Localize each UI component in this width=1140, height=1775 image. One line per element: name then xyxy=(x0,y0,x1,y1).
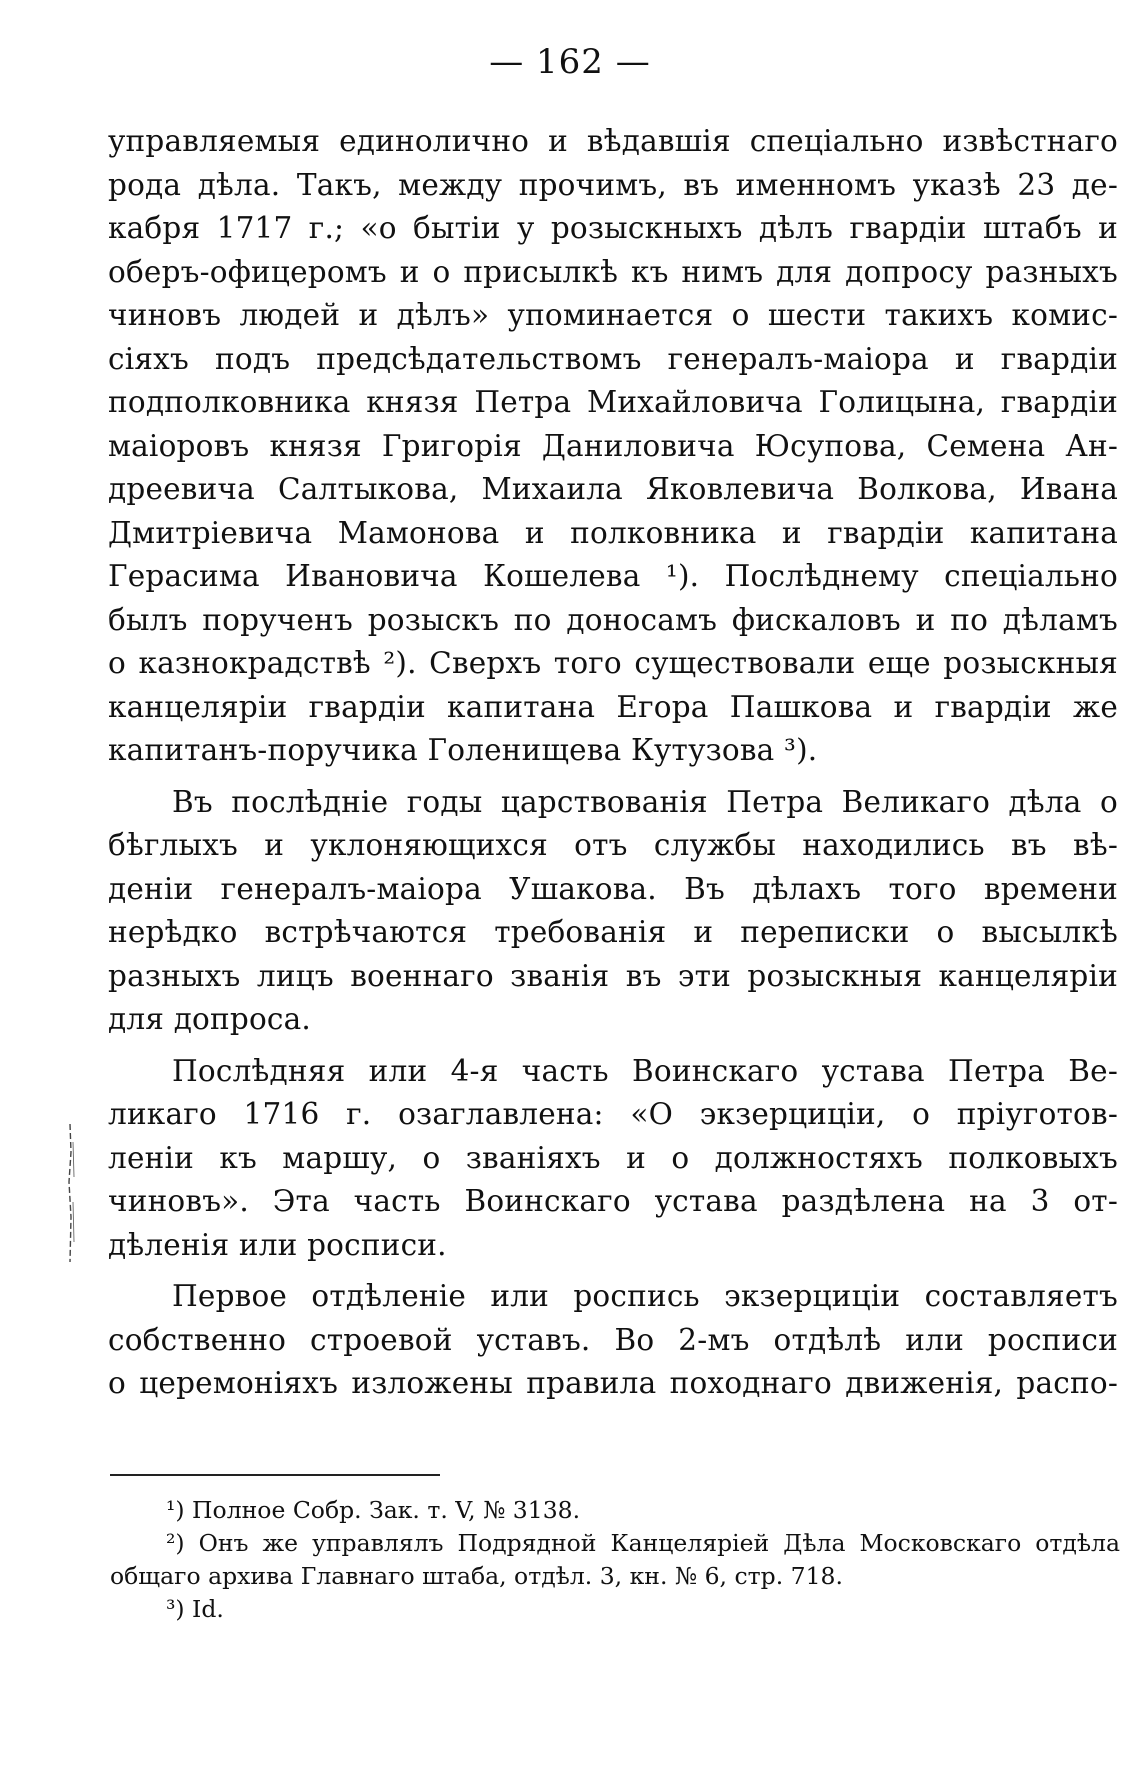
text-line: чиновъ». Эта часть Воинскаго устава раздѣлена на 3 от- xyxy=(108,1184,1118,1218)
body-text xyxy=(108,120,1118,1406)
text-line: капитанъ-поручика Голенищева Кутузова ³). xyxy=(108,733,818,767)
footnotes xyxy=(110,1494,1120,1626)
text-line: бѣглыхъ и уклоняющихся отъ службы находились въ вѣ- xyxy=(108,828,1118,862)
text-line: кабря 1717 г.; «о бытіи у розыскныхъ дѣлъ гвардіи штабъ и xyxy=(108,211,1118,245)
text-line: о казнокрадствѣ ²). Сверхъ того существовали еще розыскныя xyxy=(108,646,1118,680)
footnote-1: ¹) Полное Собр. Зак. т. V, № 3138. xyxy=(166,1496,581,1524)
text-line: Дмитріевича Мамонова и полковника и гвардіи капитана xyxy=(108,515,1118,550)
paragraph-1 xyxy=(108,120,1118,773)
text-line: оберъ-офицеромъ и о присылкѣ къ нимъ для допросу разныхъ xyxy=(108,254,1118,289)
page-number: — 162 — xyxy=(489,42,651,82)
footnote-3: ³) Id. xyxy=(166,1595,224,1623)
text-line: маіоровъ князя Григорія Даниловича Юсупова, Семена Ан- xyxy=(108,428,1118,463)
text-line: дѣленія или росписи. xyxy=(108,1227,447,1262)
text-line: управляемыя единолично и вѣдавшія спеціально извѣстнаго xyxy=(108,124,1118,158)
text-line: Первое отдѣленіе или роспись экзерциціи составляетъ xyxy=(172,1279,1118,1313)
text-line: о церемоніяхъ изложены правила походнаго движенія, распо- xyxy=(108,1366,1118,1400)
text-line: дреевича Салтыкова, Михаила Яковлевича Волкова, Ивана xyxy=(108,472,1118,506)
text-line: для допроса. xyxy=(108,1002,312,1036)
text-line: подполковника князя Петра Михайловича Голицына, гвардіи xyxy=(108,385,1118,419)
paragraph-2 xyxy=(108,781,1118,1042)
paragraph-4 xyxy=(108,1275,1118,1406)
text-line: былъ порученъ розыскъ по доносамъ фискаловъ и по дѣламъ xyxy=(108,602,1118,637)
text-line: канцеляріи гвардіи капитана Егора Пашкова и гвардіи же xyxy=(108,689,1118,724)
text-line: собственно строевой уставъ. Во 2-мъ отдѣлѣ или росписи xyxy=(108,1322,1118,1357)
text-line: деніи генералъ-маіора Ушакова. Въ дѣлахъ того времени xyxy=(108,871,1118,906)
margin-pencil-mark xyxy=(64,1122,80,1267)
text-line: сіяхъ подъ предсѣдательствомъ генералъ-маіора и гвардіи xyxy=(108,341,1118,376)
text-line: разныхъ лицъ военнаго званія въ эти розыскныя канцеляріи xyxy=(108,958,1118,993)
text-line: Послѣдняя или 4-я часть Воинскаго устава Петра Ве- xyxy=(172,1053,1118,1088)
text-line: Въ послѣдніе годы царствованія Петра Великаго дѣла о xyxy=(172,784,1118,819)
paragraph-3 xyxy=(108,1050,1118,1268)
text-line: Герасима Ивановича Кошелева ¹). Послѣднему спеціально xyxy=(108,559,1118,593)
text-line: чиновъ людей и дѣлъ» упоминается о шести такихъ комис- xyxy=(108,298,1118,332)
footnote-rule xyxy=(110,1474,440,1476)
text-line: леніи къ маршу, о званіяхъ и о должностяхъ полковыхъ xyxy=(108,1140,1118,1175)
footnote-2: ²) Онъ же управлялъ Подрядной Канцеляріей Дѣла Московскаго отдѣла xyxy=(166,1529,1120,1557)
text-line: рода дѣла. Такъ, между прочимъ, въ именномъ указѣ 23 де- xyxy=(108,167,1118,202)
text-line: нерѣдко встрѣчаются требованія и переписки о высылкѣ xyxy=(108,915,1118,949)
footnote-2-continued: общаго архива Главнаго штаба, отдѣл. 3, кн. № 6, стр. 718. xyxy=(110,1562,843,1590)
text-line: ликаго 1716 г. озаглавлена: «О экзерциціи, о пріуготов- xyxy=(108,1097,1118,1131)
